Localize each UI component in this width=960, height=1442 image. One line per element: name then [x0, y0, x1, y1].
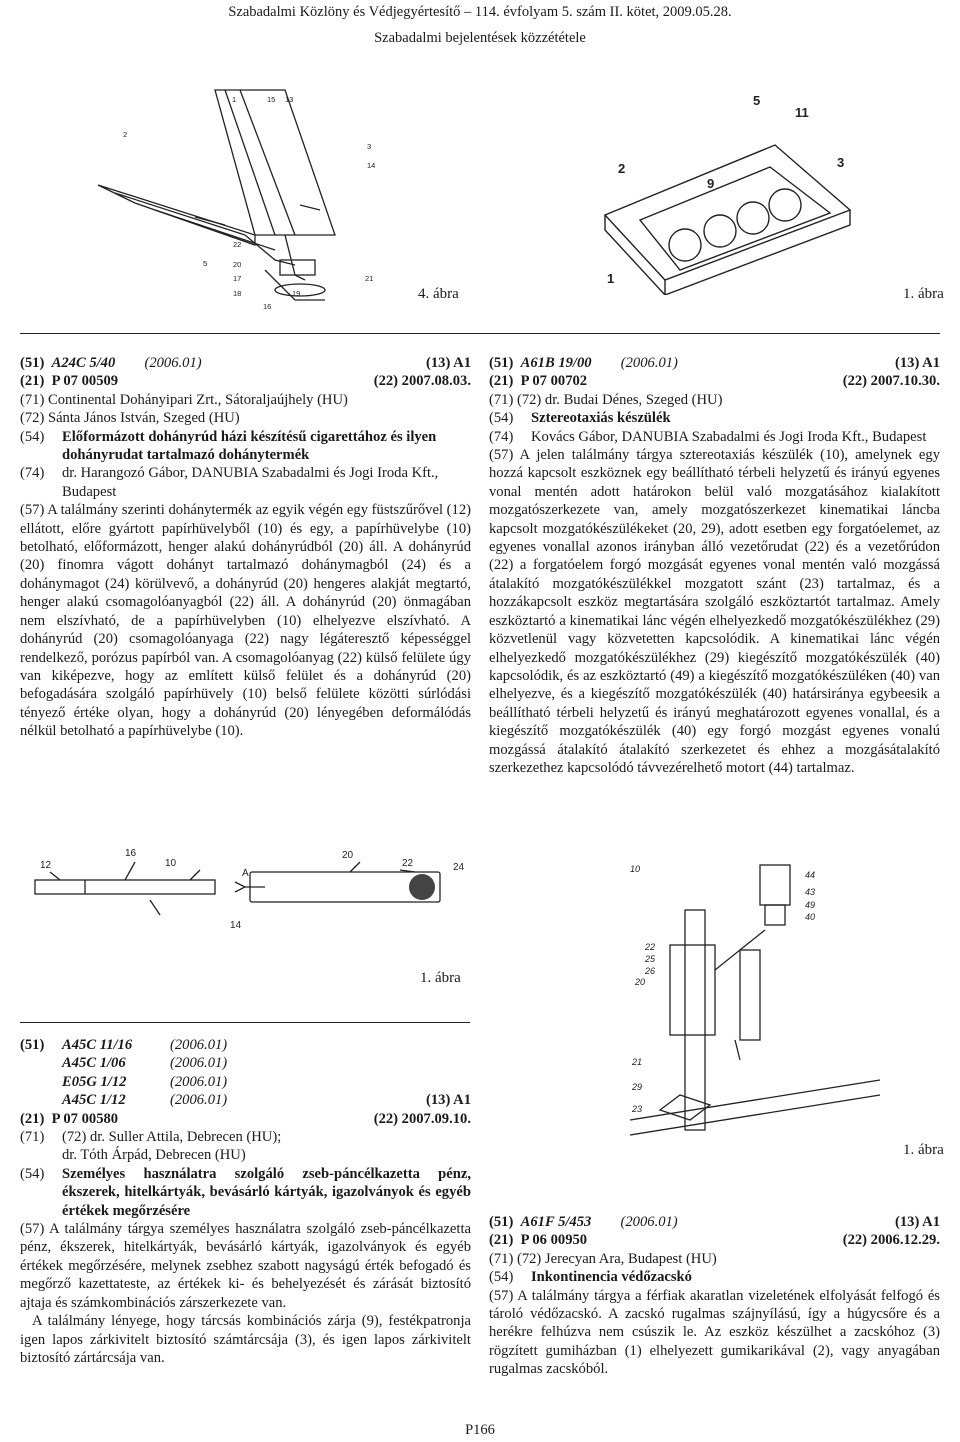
abstract: (57) A találmány szerinti dohánytermék az egyik végén egy füstszűrővel (12) ellátott, előre gyártott papírhüvelyből (10) és egy, a papírhüvelybe (10) betolható, előformázott, henger alakú dohányrúdból (20) áll. A dohányrúd (20) finomra vágott dohányt tartalmazó dohánymagból (24) és a dohánymagot (24) körülvevő, a dohányrúd (20) hengeres alakját megtartó, henger alakú csomagolóanyagból (22) áll. A dohányrúd (20) önmagában nem elszívható, de a papírhüvelyben (10) elhelyezve elszívható. A dohányrúd (20) csomagolóanyaga (22) nagy légáteresztő képességgel rendelkező, porózus papírból van. A csomagolóanyag (22) külső felülete úgy van kiképezve, hogy az említett külső felület és a dohányrúd (20) befogadására szolgáló papírhüvely (10) belső felülete közötti súrlódási tényező értéke olyan, hogy a dohányrúd (20) lényegében deformálódás nélkül betolható a papírhüvelybe (10).	[20, 502, 471, 740]
box-label: 9	[707, 176, 715, 191]
fig4-label: 18	[233, 289, 242, 298]
rod-figure-caption: 1. ábra	[420, 970, 461, 986]
title-line: (54) Személyes használatra szolgáló zseb-páncélkazetta pénz, ékszerek, hitelkártyák, bevásárló kártyák, igazolványok és egyéb értékek megőrzésére	[20, 1165, 471, 1219]
kind-code: (13) A1	[895, 355, 940, 371]
box-label: 11	[795, 105, 809, 120]
entry-a24c	[20, 354, 471, 741]
kind-code: (13) A1	[895, 1214, 940, 1230]
application-number: (21) P 07 00509	[20, 373, 119, 390]
filing-date: (22) 2007.08.03.	[373, 373, 471, 390]
figure-4-drawing	[95, 85, 435, 315]
rod-label: 16	[125, 848, 137, 859]
stereotaxic-figure-caption: 1. ábra	[903, 1142, 944, 1158]
stereotaxic-device-drawing	[600, 850, 930, 1150]
tobacco-rod-drawing	[30, 840, 470, 945]
fig4-label: 15	[267, 95, 276, 104]
agent-line: (74) Kovács Gábor, DANUBIA Szabadalmi és Jogi Iroda Kft., Budapest	[489, 428, 927, 445]
ipc-line-3: E05G 1/12 (2006.01)	[62, 1073, 228, 1090]
filing-date: (22) 2006.12.29.	[842, 1232, 940, 1249]
fig4-label: 14	[367, 161, 376, 170]
application-number: (21) P 06 00950	[489, 1232, 588, 1249]
title-line: (54) Sztereotaxiás készülék	[489, 410, 671, 427]
fig4-label: 1	[232, 95, 237, 104]
fig4-label: 20	[233, 260, 242, 269]
figure-4-caption: 4. ábra	[418, 286, 459, 302]
device-label: 20	[635, 977, 646, 987]
fig4-label: 5	[203, 259, 208, 268]
rod-label: 14	[230, 920, 242, 931]
title-line: (54) Inkontinencia védőzacskó	[489, 1269, 692, 1286]
device-label: 10	[630, 864, 641, 874]
fig4-label: 17	[233, 274, 242, 283]
fig4-label: 3	[367, 142, 372, 151]
box-label: 3	[837, 155, 845, 170]
box-label: 2	[618, 161, 626, 176]
box-label: 5	[753, 93, 761, 108]
device-label: 29	[632, 1082, 643, 1092]
device-label: 26	[645, 966, 656, 976]
page-number: P166	[465, 1422, 495, 1438]
kind-code: (13) A1	[426, 355, 471, 371]
filing-date: (22) 2007.10.30.	[842, 373, 940, 390]
ipc-line-1: (51) A45C 11/16 (2006.01)	[20, 1037, 228, 1053]
rod-label: 20	[342, 850, 354, 861]
applicant-inventor: (71) (72) dr. Budai Dénes, Szeged (HU)	[489, 391, 723, 408]
entry-a61f	[489, 1213, 940, 1379]
ipc-line-4: A45C 1/12 (2006.01) (13) A1	[62, 1092, 471, 1109]
ipc-line: (51) A61B 19/00 (2006.01)	[489, 355, 678, 371]
rod-label: A	[242, 868, 249, 879]
device-label: 49	[805, 900, 816, 910]
fig4-label: 22	[233, 240, 242, 249]
abstract-continued: A találmány lényege, hogy tárcsás kombinációs zárja (9), festékpatronja igen lapos zárkivitelt biztosító számtárcsája (3), és igen lapos zárkivitelt biztosító zártárcsája van.	[20, 1313, 471, 1366]
device-label: 40	[805, 912, 816, 922]
rod-label: 22	[402, 858, 414, 869]
section-header: Szabadalmi bejelentések közzététele	[374, 30, 586, 46]
device-label: 43	[805, 887, 816, 897]
ipc-line: (51) A61F 5/453 (2006.01)	[489, 1214, 678, 1230]
inventor: (72) Sánta János István, Szeged (HU)	[20, 410, 240, 427]
device-label: 44	[805, 870, 816, 880]
rod-label: 10	[165, 858, 177, 869]
left-divider	[20, 1022, 470, 1023]
box-figure-caption: 1. ábra	[903, 286, 944, 302]
abstract: (57) A jelen találmány tárgya sztereotaxiás készülék (10), amelynek egy hozzá kapcsolt eszköznek egy beállítható térbeli helyzetű és irányú egyenes vonal mentén adott határokon belül való mozgatásához kialakított mozgatószerkezete van, amely mozgatószerkezet kinematikai láncba kapcsolt mozgatókészülékeket (20, 29), adott esetben egy forgatóelemet, az egyenes vonallal azonos irányban álló vezetőrudat (22) és a vezetőrúdon (22) a forgatóelem forgó mozgását egyenes vonal mentén való mozgássá átalakító mozgatókészülékkel mozgatott szánt (23) tartalmaz, és a hozzákapcsolt eszköz megtartására szolgáló eszköztartót tartalmaz. Amely eszköztartó a kinematikai lánc végén elhelyezkedő mozgatókészülékhez (29) közvetlenül vagy közvetetten kapcsolódik. A kinematikai lánc végén elhelyezkedő mozgatókészülékhez (29) kiegészítő mozgatókészülék (40) kapcsolódik, és az eszköztartó (49) a kiegészítő mozgatókészüléken (40) van elhelyezve, és a kiegészítő mozgatókészülék (40) határsiránya egybeesik a beállítható térbeli helyzetű és irányú meghatározott egyenes vonallal, és a kiegészítő mozgatókészülék (40) egy forgó mozgást egyenes vonalú mozgássá átalakító átalakító szerkezetet és ehhez a mozgásátalakító szerkezethez kapcsolódó távvezérelhető motort (44) tartalmaz.	[489, 447, 940, 776]
agent-line: (74) dr. Harangozó Gábor, DANUBIA Szabadalmi és Jogi Iroda Kft., Budapest	[20, 465, 439, 500]
application-number: (21) P 07 00580	[20, 1110, 119, 1127]
device-label: 22	[645, 942, 656, 952]
ipc-line: (51) A24C 5/40 (2006.01)	[20, 355, 202, 371]
journal-header: Szabadalmi Közlöny és Védjegyértesítő – 114. évfolyam 5. szám II. kötet, 2009.05.28.	[228, 4, 732, 20]
device-label: 21	[632, 1057, 643, 1067]
box-label: 1	[607, 271, 615, 286]
box-drawing	[585, 85, 865, 295]
ipc-line-2: A45C 1/06 (2006.01)	[62, 1055, 228, 1072]
abstract: (57) A találmány tárgya a férfiak akaratlan vizeletének elfolyását felfogó és tároló védőzacskó. A zacskó rugalmas szájnyílású, így a húgycsőre és a herékre felhúzva nem csúszik le. Az eszköz készülhet a zacskóhoz (3) rögzített gumiházban (1) elhelyezett gumikarikával (2), vagy anyagában rugalmas zacskóból.	[489, 1287, 940, 1378]
fig4-label: 19	[292, 289, 301, 298]
fig4-label: 13	[285, 95, 294, 104]
applicant: (71) Continental Dohányipari Zrt., Sátoraljaújhely (HU)	[20, 391, 348, 408]
title-line: (54) Előformázott dohányrúd házi készítésű cigarettához és ilyen dohányrudat tartalmazó dohánytermék	[20, 428, 437, 464]
rod-label: 24	[453, 862, 465, 873]
entry-a61b	[489, 354, 940, 777]
entry-a45c	[20, 1036, 471, 1367]
top-divider	[20, 333, 940, 334]
applicant-inventor: (71) (72) dr. Suller Attila, Debrecen (HU); dr. Tóth Árpád, Debrecen (HU)	[20, 1129, 282, 1164]
device-label: 23	[632, 1104, 643, 1114]
rod-label: 12	[40, 860, 52, 871]
application-number: (21) P 07 00702	[489, 373, 588, 390]
fig4-label: 2	[123, 130, 128, 139]
fig4-label: 16	[263, 302, 272, 311]
abstract: (57) A találmány tárgya személyes használatra szolgáló zseb-páncélkazetta pénz, ékszerek, hitelkártyák, bevásárló kártyák, igazolványok és egyéb értékek megőrzésére, melynek zsebhez szabott nagyságú érték befogadó és megőrző kazettateste, az értékek ki- és behelyezését és zárását biztosító ajtaja és számkombinációs zárszerkezete van.	[20, 1221, 471, 1311]
filing-date: (22) 2007.09.10.	[373, 1110, 471, 1127]
device-label: 25	[645, 954, 656, 964]
applicant-inventor: (71) (72) Jerecyan Ara, Budapest (HU)	[489, 1250, 717, 1267]
fig4-label: 21	[365, 274, 374, 283]
